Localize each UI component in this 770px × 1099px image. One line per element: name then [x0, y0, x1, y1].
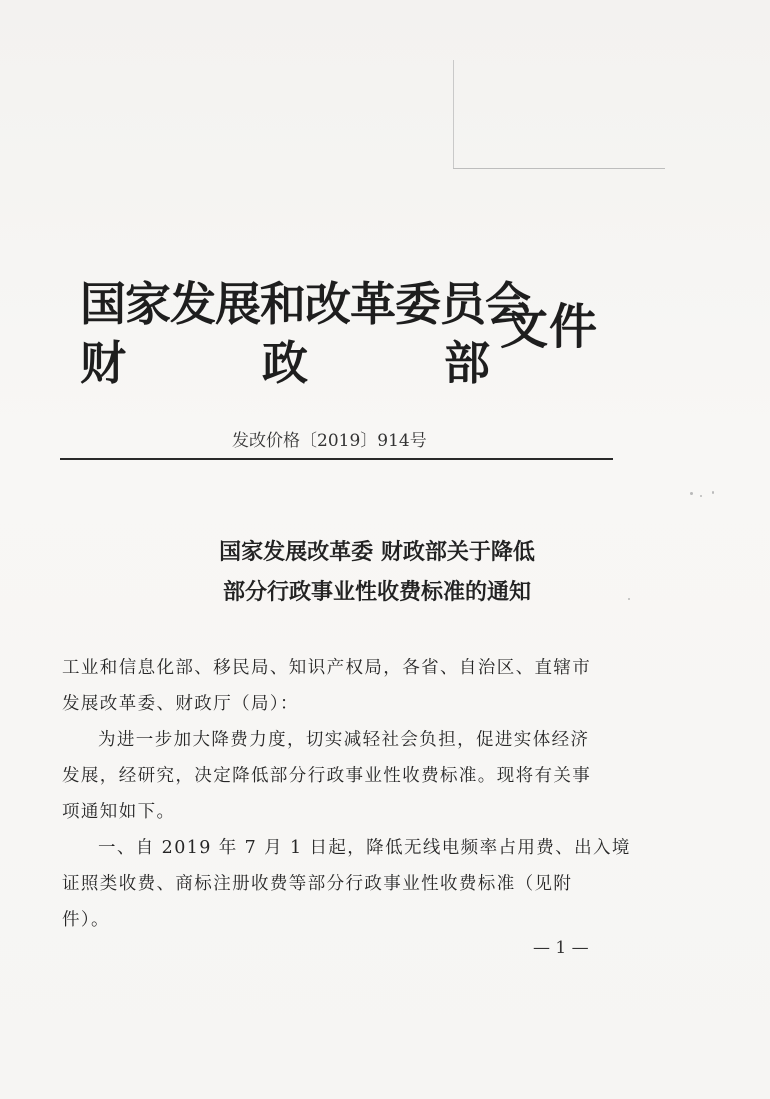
scan-speck [712, 491, 714, 494]
document-number: 发改价格〔2019〕914号 [232, 431, 427, 451]
box-border-bottom [453, 168, 665, 169]
paragraph2-line1: 一、自 2019 年 7 月 1 日起，降低无线电频率占用费、出入境 [98, 838, 631, 858]
masthead-doc-type: 文件 [500, 299, 599, 355]
masthead-org-line2 [80, 327, 490, 393]
scan-speck [700, 495, 702, 497]
paragraph1-line1: 为进一步加大降费力度，切实减轻社会负担，促进实体经济 [98, 730, 590, 750]
masthead-org-char-1: 财 [80, 336, 126, 390]
scan-speck [690, 492, 693, 495]
page-number: — 1 — [533, 938, 589, 958]
masthead-org-char-3: 部 [444, 336, 490, 390]
paragraph2-line2: 证照类收费、商标注册收费等部分行政事业性收费标准（见附 [62, 874, 573, 894]
document-title-line2: 部分行政事业性收费标准的通知 [222, 580, 531, 605]
addressee-line2: 发展改革委、财政厅（局）： [62, 694, 299, 714]
document-title-line1: 国家发展改革委 财政部关于降低 [219, 540, 535, 565]
masthead-divider [60, 458, 613, 460]
masthead-org-line1: 国家发展和改革委员会 [80, 277, 530, 331]
addressee-line1: 工业和信息化部、移民局、知识产权局，各省、自治区、直辖市 [62, 658, 592, 678]
paragraph2-line3: 件）。 [62, 910, 110, 930]
paragraph1-line2: 发展，经研究，决定降低部分行政事业性收费标准。现将有关事 [62, 766, 592, 786]
masthead-org-char-2: 政 [262, 336, 308, 390]
paragraph1-line3: 项通知如下。 [62, 802, 176, 822]
box-border-left [453, 60, 454, 168]
scan-speck [628, 598, 630, 600]
